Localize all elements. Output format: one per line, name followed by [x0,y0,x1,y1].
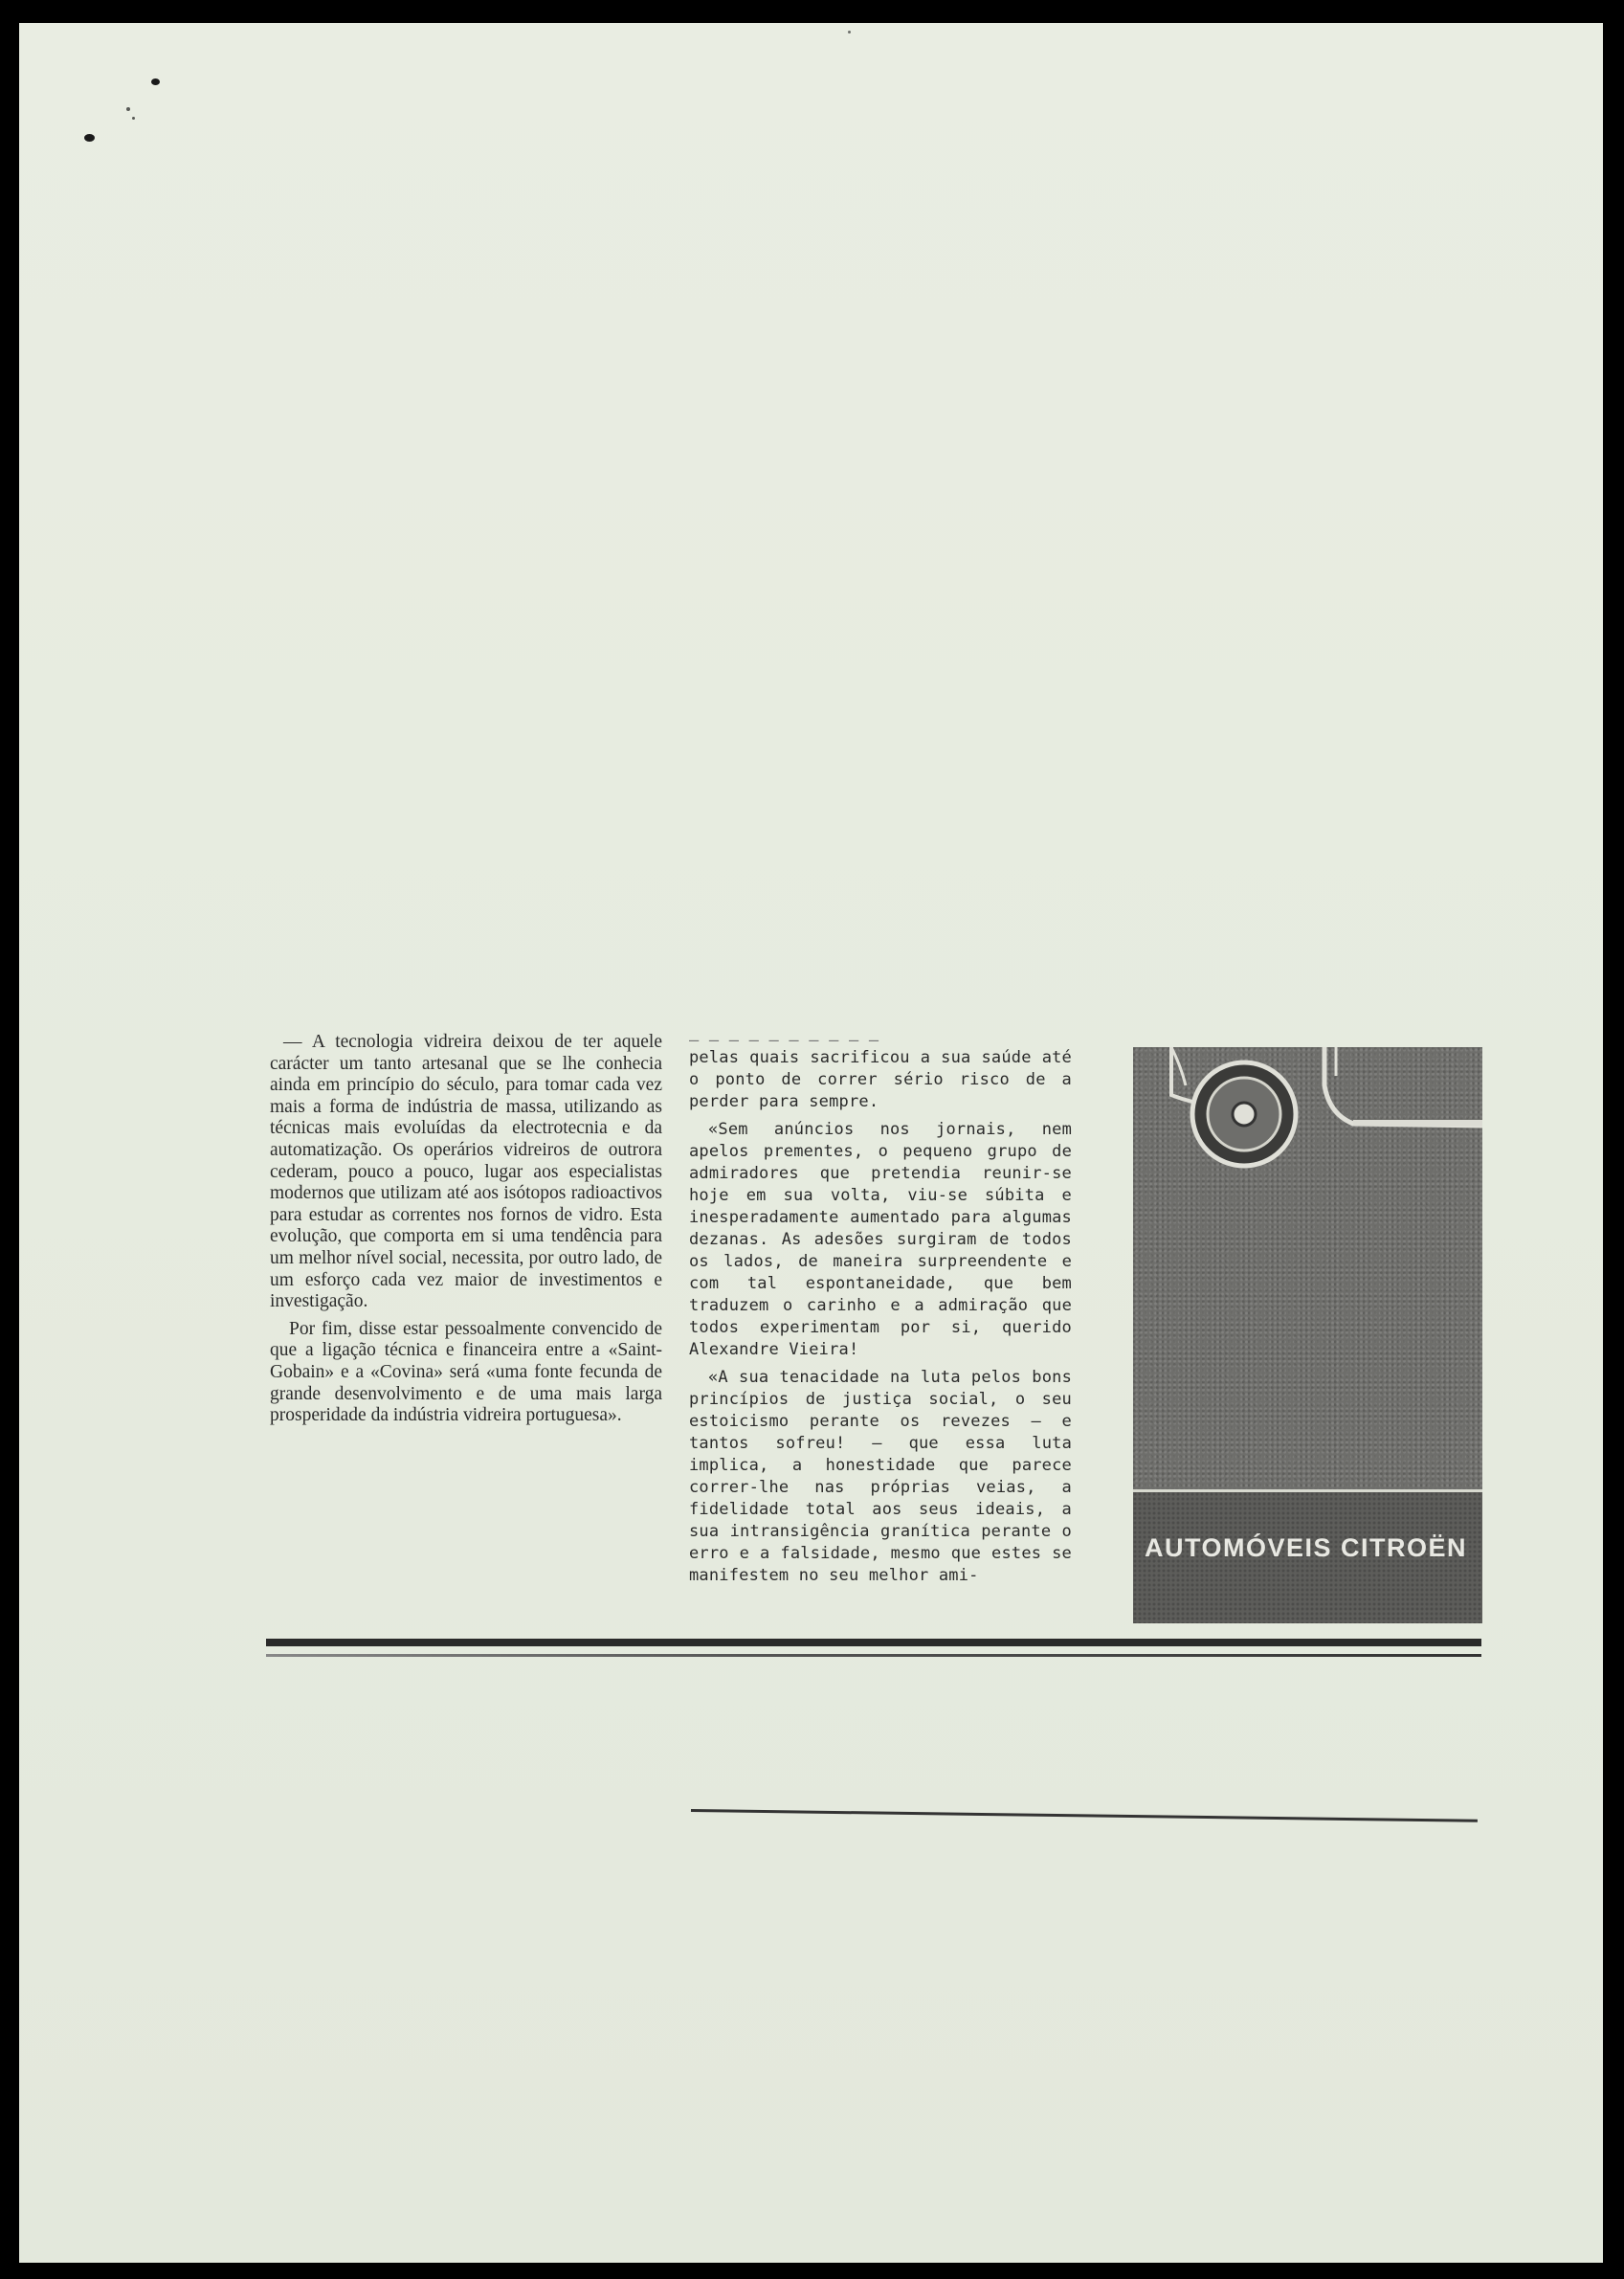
cropped-line: — — — — — — — — — — [689,1036,879,1045]
ink-speck [848,31,851,34]
article-left-column [270,1032,662,1433]
ink-speck [132,117,135,120]
article-paragraph: «A sua tenacidade na luta pelos bons princípios de justiça social, o seu estoicismo perante os revezes — e tantos sofreu! — que essa luta implica, a honestidade que parece correr-lhe nas próprias veias, a fidelidade total aos seus ideais, a sua intransigência granítica perante o erro e a falsidade, mesmo que estes se manifestem no seu melhor ami- [689,1368,1072,1585]
article-paragraph: — A tecnologia vidreira deixou de ter aquele carácter um tanto artesanal que se lhe conhecia ainda em princípio do século, para tomar cada vez mais a forma de indústria de massa, utilizando as técnicas mais evoluídas da electrotecnia e da automatização. Os operários vidreiros de outrora cederam, pouco a pouco, lugar aos especialistas modernos que utilizam até aos isótopos radioactivos para estudar as correntes nos fornos de vidro. Esta evolução, que comporta em si uma tendência para um melhor nível social, necessita, por outro lado, de um esforço cada vez maior de investimentos e investigação. [270,1032,662,1312]
ink-speck [126,107,130,111]
article-paragraph: «Sem anúncios nos jornais, nem apelos prementes, o pequeno grupo de admiradores que pretendia reunir-se hoje em sua volta, viu-se súbita e inesperadamente aumentado para algumas dezanas. As adesões surgiram de todos os lados, de maneira surpreendente e com tal espontaneidade, que bem traduzem o carinho e a admiração que todos experimentam por si, querido Alexandre Vieira! [689,1120,1072,1359]
newspaper-page [19,23,1603,2263]
car-wheel-icon [1133,1047,1482,1181]
page-divider-thin [266,1654,1481,1657]
citroen-advertisement [1133,1047,1482,1623]
ink-speck [151,78,160,85]
article-paragraph: Por fim, disse estar pessoalmente convencido de que a ligação técnica e financeira entre a «Saint-Gobain» e a «Covina» será «uma fonte fecunda de grande desenvolvimento e de uma mais larga prosperidade da indústria vidreira portuguesa». [270,1318,662,1426]
article-paragraph: pelas quais sacrificou a sua saúde até o ponto de correr sério risco de a perder para sempre. [689,1048,1072,1111]
ad-brand-label: AUTOMÓVEIS CITROËN [1145,1533,1468,1562]
article-middle-column [689,1036,1072,1593]
page-divider [266,1639,1481,1646]
ink-speck [84,134,95,142]
column-rule [691,1809,1478,1822]
